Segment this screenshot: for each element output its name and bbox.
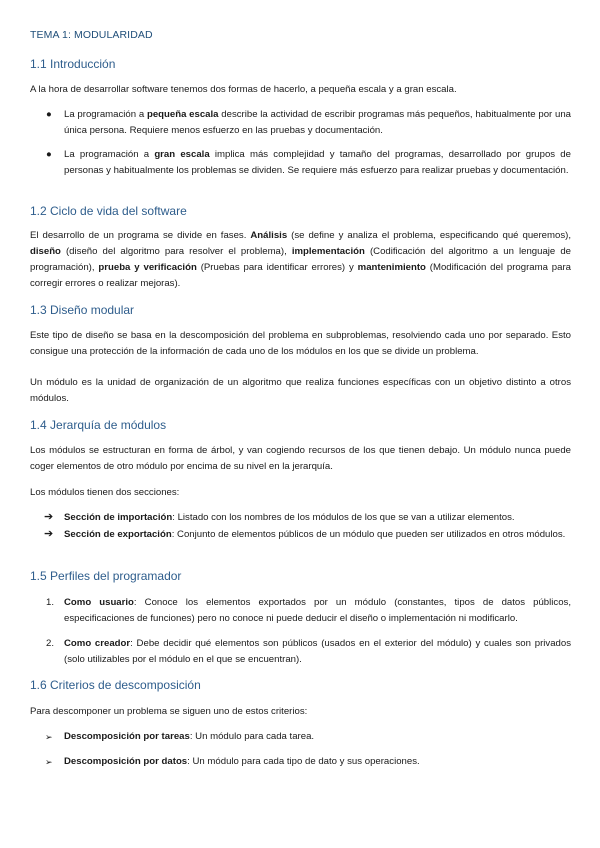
list-item-seccion-exportacion: Sección de exportación: Conjunto de elementos públicos de un módulo que pueden ser utilizados en otros módulos. (64, 529, 566, 540)
list-item-como-usuario: Como usuario: Conoce los elementos exportados por un módulo (constantes, tipos de datos públicos, especificaciones de funciones) pero no conoce ni puede deducir el diseño o implementación ni modificarlo. (64, 597, 571, 624)
diseno-modular-paragraph-1: Este tipo de diseño se basa en la descomposición del problema en subproblemas, resolviendo cada uno por separado. Esto consigue una protección de la información de cada uno de los módulos en los que se divide un problema. (30, 330, 571, 357)
list-number: 2. (46, 638, 55, 649)
bullet-icon: ● (46, 109, 52, 120)
section-heading-criterios: 1.6 Criterios de descomposición (30, 678, 201, 692)
arrow-icon: ➔ (44, 528, 54, 540)
section-heading-diseno-modular: 1.3 Diseño modular (30, 303, 135, 317)
section-heading-jerarquia: 1.4 Jerarquía de módulos (30, 418, 167, 432)
section-heading-ciclo-vida: 1.2 Ciclo de vida del software (30, 204, 187, 218)
bullet-icon: ● (46, 149, 52, 160)
list-item-pequena-escala: La programación a pequeña escala describe la actividad de escribir programas más pequeños, habitualmente por una única persona. Requiere menos esfuerzo en las pruebas y documentación. (64, 109, 571, 136)
list-item-seccion-importacion: Sección de importación: Listado con los nombres de los módulos de los que se van a utilizar elementos. (64, 512, 515, 523)
diseno-modular-paragraph-2: Un módulo es la unidad de organización de un algoritmo que realiza funciones específicas con un objetivo distinto a otros módulos. (30, 377, 571, 404)
arrow-icon: ➔ (44, 511, 54, 523)
criterios-intro: Para descomponer un problema se siguen uno de estos criterios: (30, 706, 308, 717)
list-item-por-tareas: Descomposición por tareas: Un módulo para cada tarea. (64, 731, 315, 742)
document-title: TEMA 1: MODULARIDAD (30, 29, 153, 41)
list-item-gran-escala: La programación a gran escala implica más complejidad y tamaño del programas, desarrollado por grupos de personas y habitualmente los problemas se dividen. Se requiere más esfuerzo para realizar pruebas y documentación. (64, 149, 571, 176)
section-heading-perfiles: 1.5 Perfiles del programador (30, 569, 182, 583)
ciclo-vida-paragraph: El desarrollo de un programa se divide en fases. Análisis (se define y analiza el problema, especificando qué queremos), diseño (diseño del algoritmo para resolver el problema), implementación (Codificación del algoritmo a un lenguaje de programación), prueba y verificación (Pruebas para identificar errores) y mantenimiento (Modificación del programa para corregir errores o realizar mejoras). (30, 230, 572, 289)
intro-paragraph: A la hora de desarrollar software tenemos dos formas de hacerlo, a pequeña escala y a gran escala. (30, 84, 457, 95)
arrowhead-icon: ➢ (45, 757, 53, 767)
secciones-intro: Los módulos tienen dos secciones: (30, 487, 180, 498)
section-heading-introduccion: 1.1 Introducción (30, 57, 116, 71)
list-item-como-creador: Como creador: Debe decidir qué elementos son públicos (usados en el exterior del módulo) y cuales son privados (solo utilizables por el módulo en el que se encuentran). (64, 638, 571, 665)
jerarquia-paragraph: Los módulos se estructuran en forma de árbol, y van cogiendo recursos de los que tienen debajo. Un módulo nunca puede coger elementos de otro módulo por encima de su nivel en la jerarquía. (30, 445, 571, 472)
list-number: 1. (46, 597, 55, 608)
list-item-por-datos: Descomposición por datos: Un módulo para cada tipo de dato y sus operaciones. (64, 756, 420, 767)
arrowhead-icon: ➢ (45, 732, 53, 742)
